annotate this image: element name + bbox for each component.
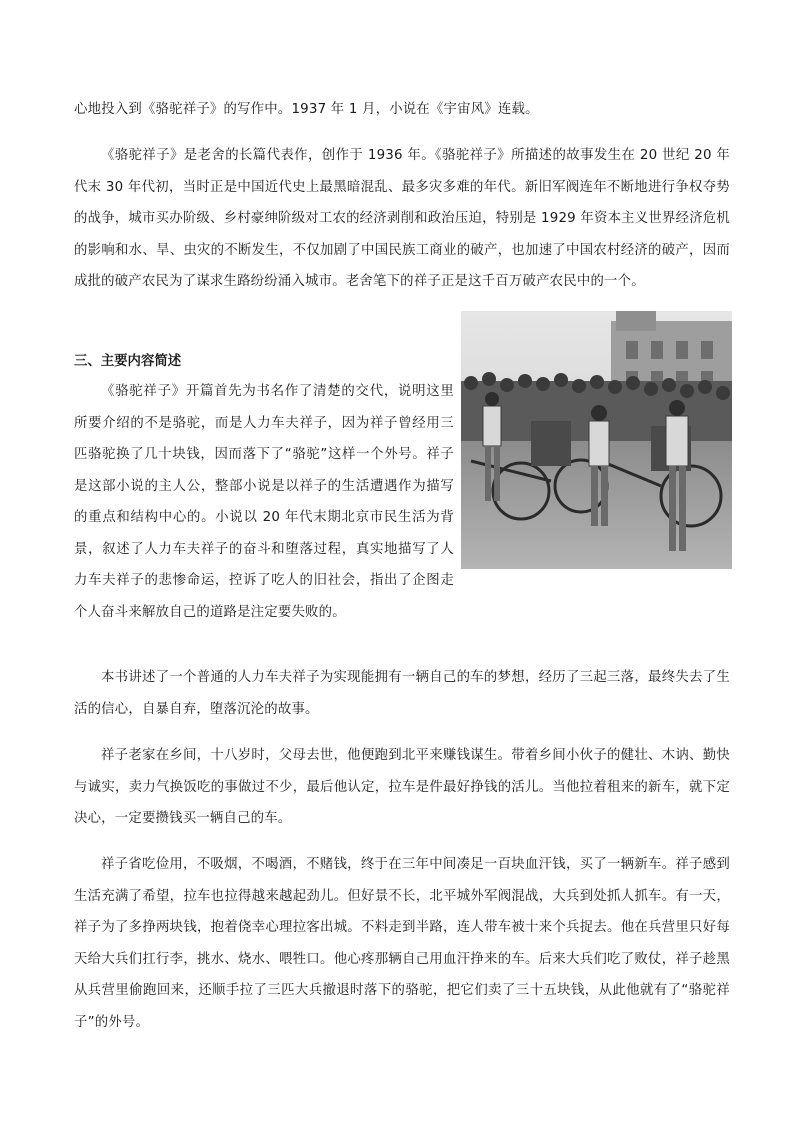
- paragraph-story-overview: 本书讲述了一个普通的人力车夫祥子为实现能拥有一辆自己的车的梦想，经历了三起三落，最终失去了生活的信心，自暴自弃，堕落沉沦的故事。: [74, 670, 730, 717]
- paragraph-background: 《骆驼祥子》是老舍的长篇代表作，创作于 1936 年。《骆驼祥子》所描述的故事发生在 20 世纪 20 年代末 30 年代初，当时正是中国近代史上最黑暗混乱、最多灾多难的年代。新旧军阀连年不断地进行争权夺势的战争，城市买办阶级、乡村豪绅阶级对工农的经济剥削和政治压迫，特别是 1929 年资本主义世界经济危机的影响和水、旱、虫灾的不断发生，不仅加剧了中国民族工商业的破产，也加速了中国农村经济的破产，因而成批的破产农民为了谋求生路纷纷涌入城市。老舍笔下的祥子正是这千百万破产农民中的一个。: [74, 148, 730, 289]
- paragraph-xiangzi-origin: 祥子老家在乡间，十八岁时，父母去世，他便跑到北平来赚钱谋生。带着乡间小伙子的健壮、木讷、勤快与诚实，卖力气换饭吃的事做过不少，最后他认定，拉车是件最好挣钱的活儿。当他拉着租来的新车，就下定决心，一定要攒钱买一辆自己的车。: [74, 748, 730, 826]
- paragraph-first-car: 祥子省吃俭用，不吸烟，不喝酒，不赌钱，终于在三年中间凑足一百块血汗钱，买了一辆新车。祥子感到生活充满了希望，拉车也拉得越来越起劲儿。但好景不长，北平城外军阀混战，大兵到处抓人抓车。有一天，祥子为了多挣两块钱，抱着侥幸心理拉客出城。不料走到半路，连人带车被十来个兵捉去。他在兵营里只好每天给大兵们扛行李，挑水、烧水、喂牲口。他心疼那辆自己用血汗挣来的车。后来大兵们吃了败仗，祥子趁黑从兵营里偷跑回来，还顺手拉了三匹大兵撤退时落下的骆驼，把它们卖了三十五块钱，从此他就有了“骆驼祥子”的外号。: [74, 857, 730, 1030]
- section-heading: 三、主要内容简述: [74, 354, 182, 369]
- paragraph-summary: 《骆驼祥子》开篇首先为书名作了清楚的交代，说明这里所要介绍的不是骆驼，而是人力车夫祥子，因为祥子曾经用三匹骆驼换了几十块钱，因而落下了“骆驼”这样一个外号。祥子是这部小说的主人公，整部小说是以祥子的生活遭遇作为描写的重点和结构中心的。小说以 20 年代末期北京市民生活为背景，叙述了人力车夫祥子的奋斗和堕落过程，真实地描写了人力车夫祥子的悲惨命运，控诉了吃人的旧社会，指出了企图走个人奋斗来解放自己的道路是注定要失败的。: [74, 384, 454, 620]
- paragraph-intro-end: 心地投入到《骆驼祥子》的写作中。1937 年 1 月，小说在《宇宙风》连载。: [74, 102, 539, 117]
- content-with-photo: [74, 376, 730, 628]
